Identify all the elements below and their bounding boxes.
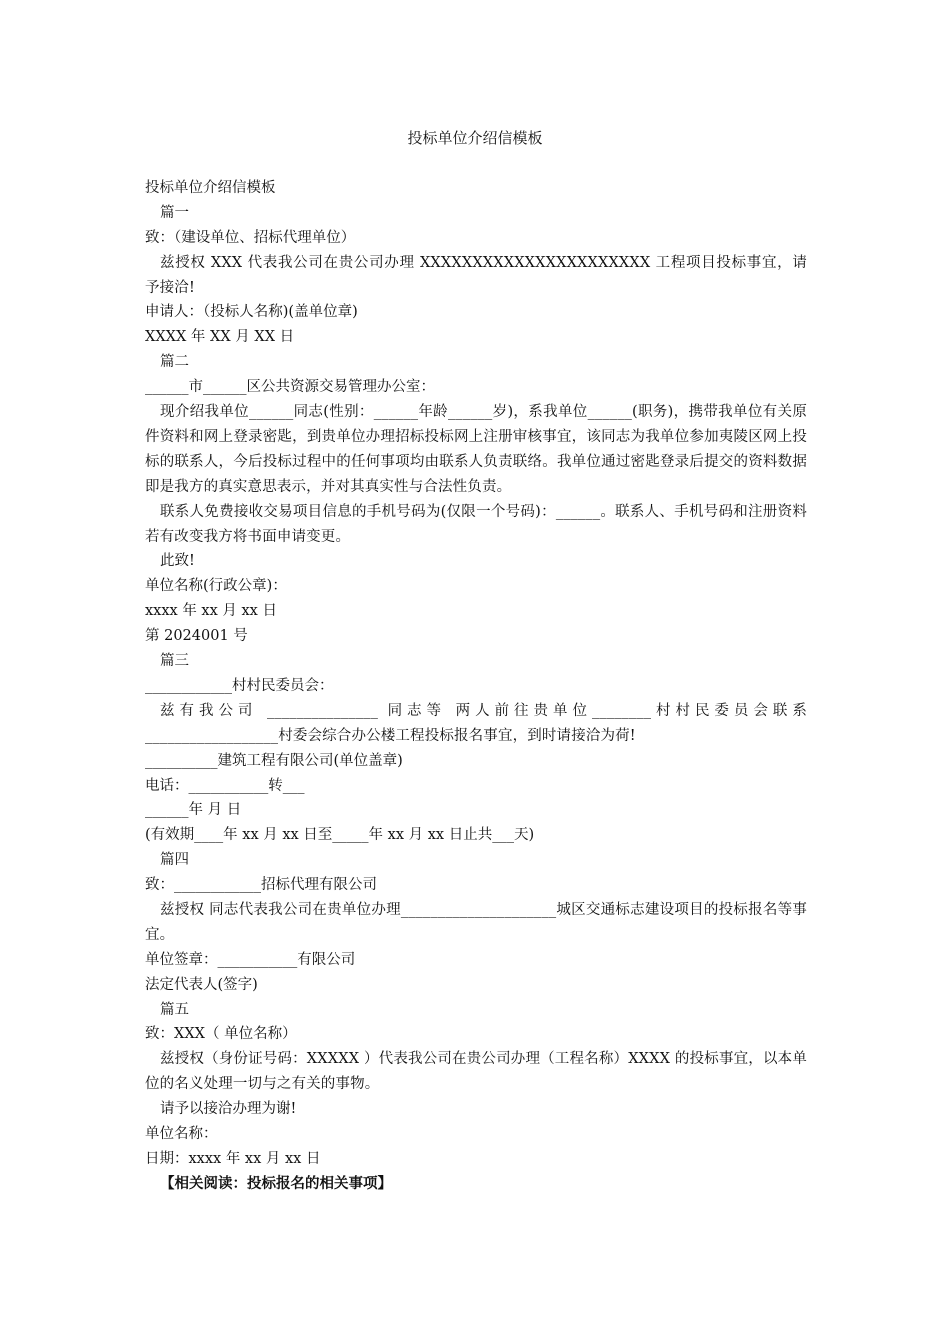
salutation-4: 致：____________招标代理有限公司 — [145, 877, 377, 894]
part-label-1: 篇一 — [160, 204, 189, 221]
unit-seal-line: 单位签章：___________有限公司 — [145, 951, 356, 968]
company-seal-line: __________建筑工程有限公司(单位盖章) — [145, 752, 403, 769]
part-label-5: 篇五 — [160, 1001, 189, 1018]
related-reading-heading: 【相关阅读：投标报名的相关事项】 — [160, 1174, 392, 1192]
validity-line: (有效期____年 xx 月 xx 日至_____年 xx 月 xx 日止共___天) — [145, 827, 535, 844]
part-label-2: 篇二 — [160, 354, 189, 371]
unit-name-line-2: 单位名称： — [145, 1126, 218, 1143]
date-line-3: ______年 月 日 — [145, 802, 242, 819]
paragraph-4: 兹有我公司 _______________ 同志等 两人前往贵单位________村村民委员会联系__________________村委会综合办公楼工程投标报名事宜，到时请接洽为荷! — [145, 702, 807, 744]
date-line-2: xxxx 年 xx 月 xx 日 — [145, 603, 277, 620]
applicant-line: 申请人：（投标人名称)(盖单位章) — [145, 304, 358, 321]
salutation-2: ______市______区公共资源交易管理办公室： — [145, 379, 435, 396]
paragraph-1: 兹授权 XXX 代表我公司在贵公司办理 XXXXXXXXXXXXXXXXXXXXXX 工程项目投标事宜，请予接洽! — [145, 254, 807, 296]
document-title: 投标单位介绍信模板 — [407, 129, 543, 147]
part-label-3: 篇三 — [160, 653, 189, 670]
phone-line: 电话：___________转___ — [145, 777, 305, 794]
document-body — [145, 176, 807, 1197]
salutation-1: 致：（建设单位、招标代理单位） — [145, 229, 356, 246]
section-heading: 投标单位介绍信模板 — [145, 180, 276, 196]
date-line-1: XXXX 年 XX 月 XX 日 — [145, 329, 295, 346]
request-line: 请予以接洽办理为谢! — [160, 1101, 297, 1118]
paragraph-5: 兹授权 同志代表我公司在贵单位办理_____________________城区交通标志建设项目的投标报名等事宜。 — [145, 901, 807, 943]
document-number: 第 2024001 号 — [145, 628, 248, 645]
closing-line: 此致! — [160, 553, 195, 570]
salutation-5: 致：XXX（ 单位名称） — [145, 1026, 297, 1043]
unit-name-line-1: 单位名称(行政公章)： — [145, 578, 287, 595]
paragraph-2: 现介绍我单位______同志(性别：______年龄______岁)，系我单位______(职务)，携带我单位有关原件资料和网上登录密匙，到贵单位办理招标投标网上注册审核事宜，该同志为我单位参加夷陵区网上投标的联系人，今后投标过程中的任何事项均由联系人负责联络。我单位通过密匙登录后提交的资料数据即是我方的真实意思表示，并对其真实性与合法性负责。 — [145, 404, 807, 495]
legal-rep-line: 法定代表人(签字) — [145, 976, 258, 993]
salutation-3: ____________村村民委员会： — [145, 677, 334, 694]
date-line-4: 日期：xxxx 年 xx 月 xx 日 — [145, 1150, 321, 1167]
part-label-4: 篇四 — [160, 852, 189, 869]
paragraph-6: 兹授权（身份证号码：XXXXX ）代表我公司在贵公司办理（工程名称）XXXX 的投标事宜，以本单位的名义处理一切与之有关的事物。 — [145, 1051, 807, 1093]
paragraph-3: 联系人免费接收交易项目信息的手机号码为(仅限一个号码)：______。联系人、手机号码和注册资料若有改变我方将书面申请变更。 — [145, 503, 807, 545]
